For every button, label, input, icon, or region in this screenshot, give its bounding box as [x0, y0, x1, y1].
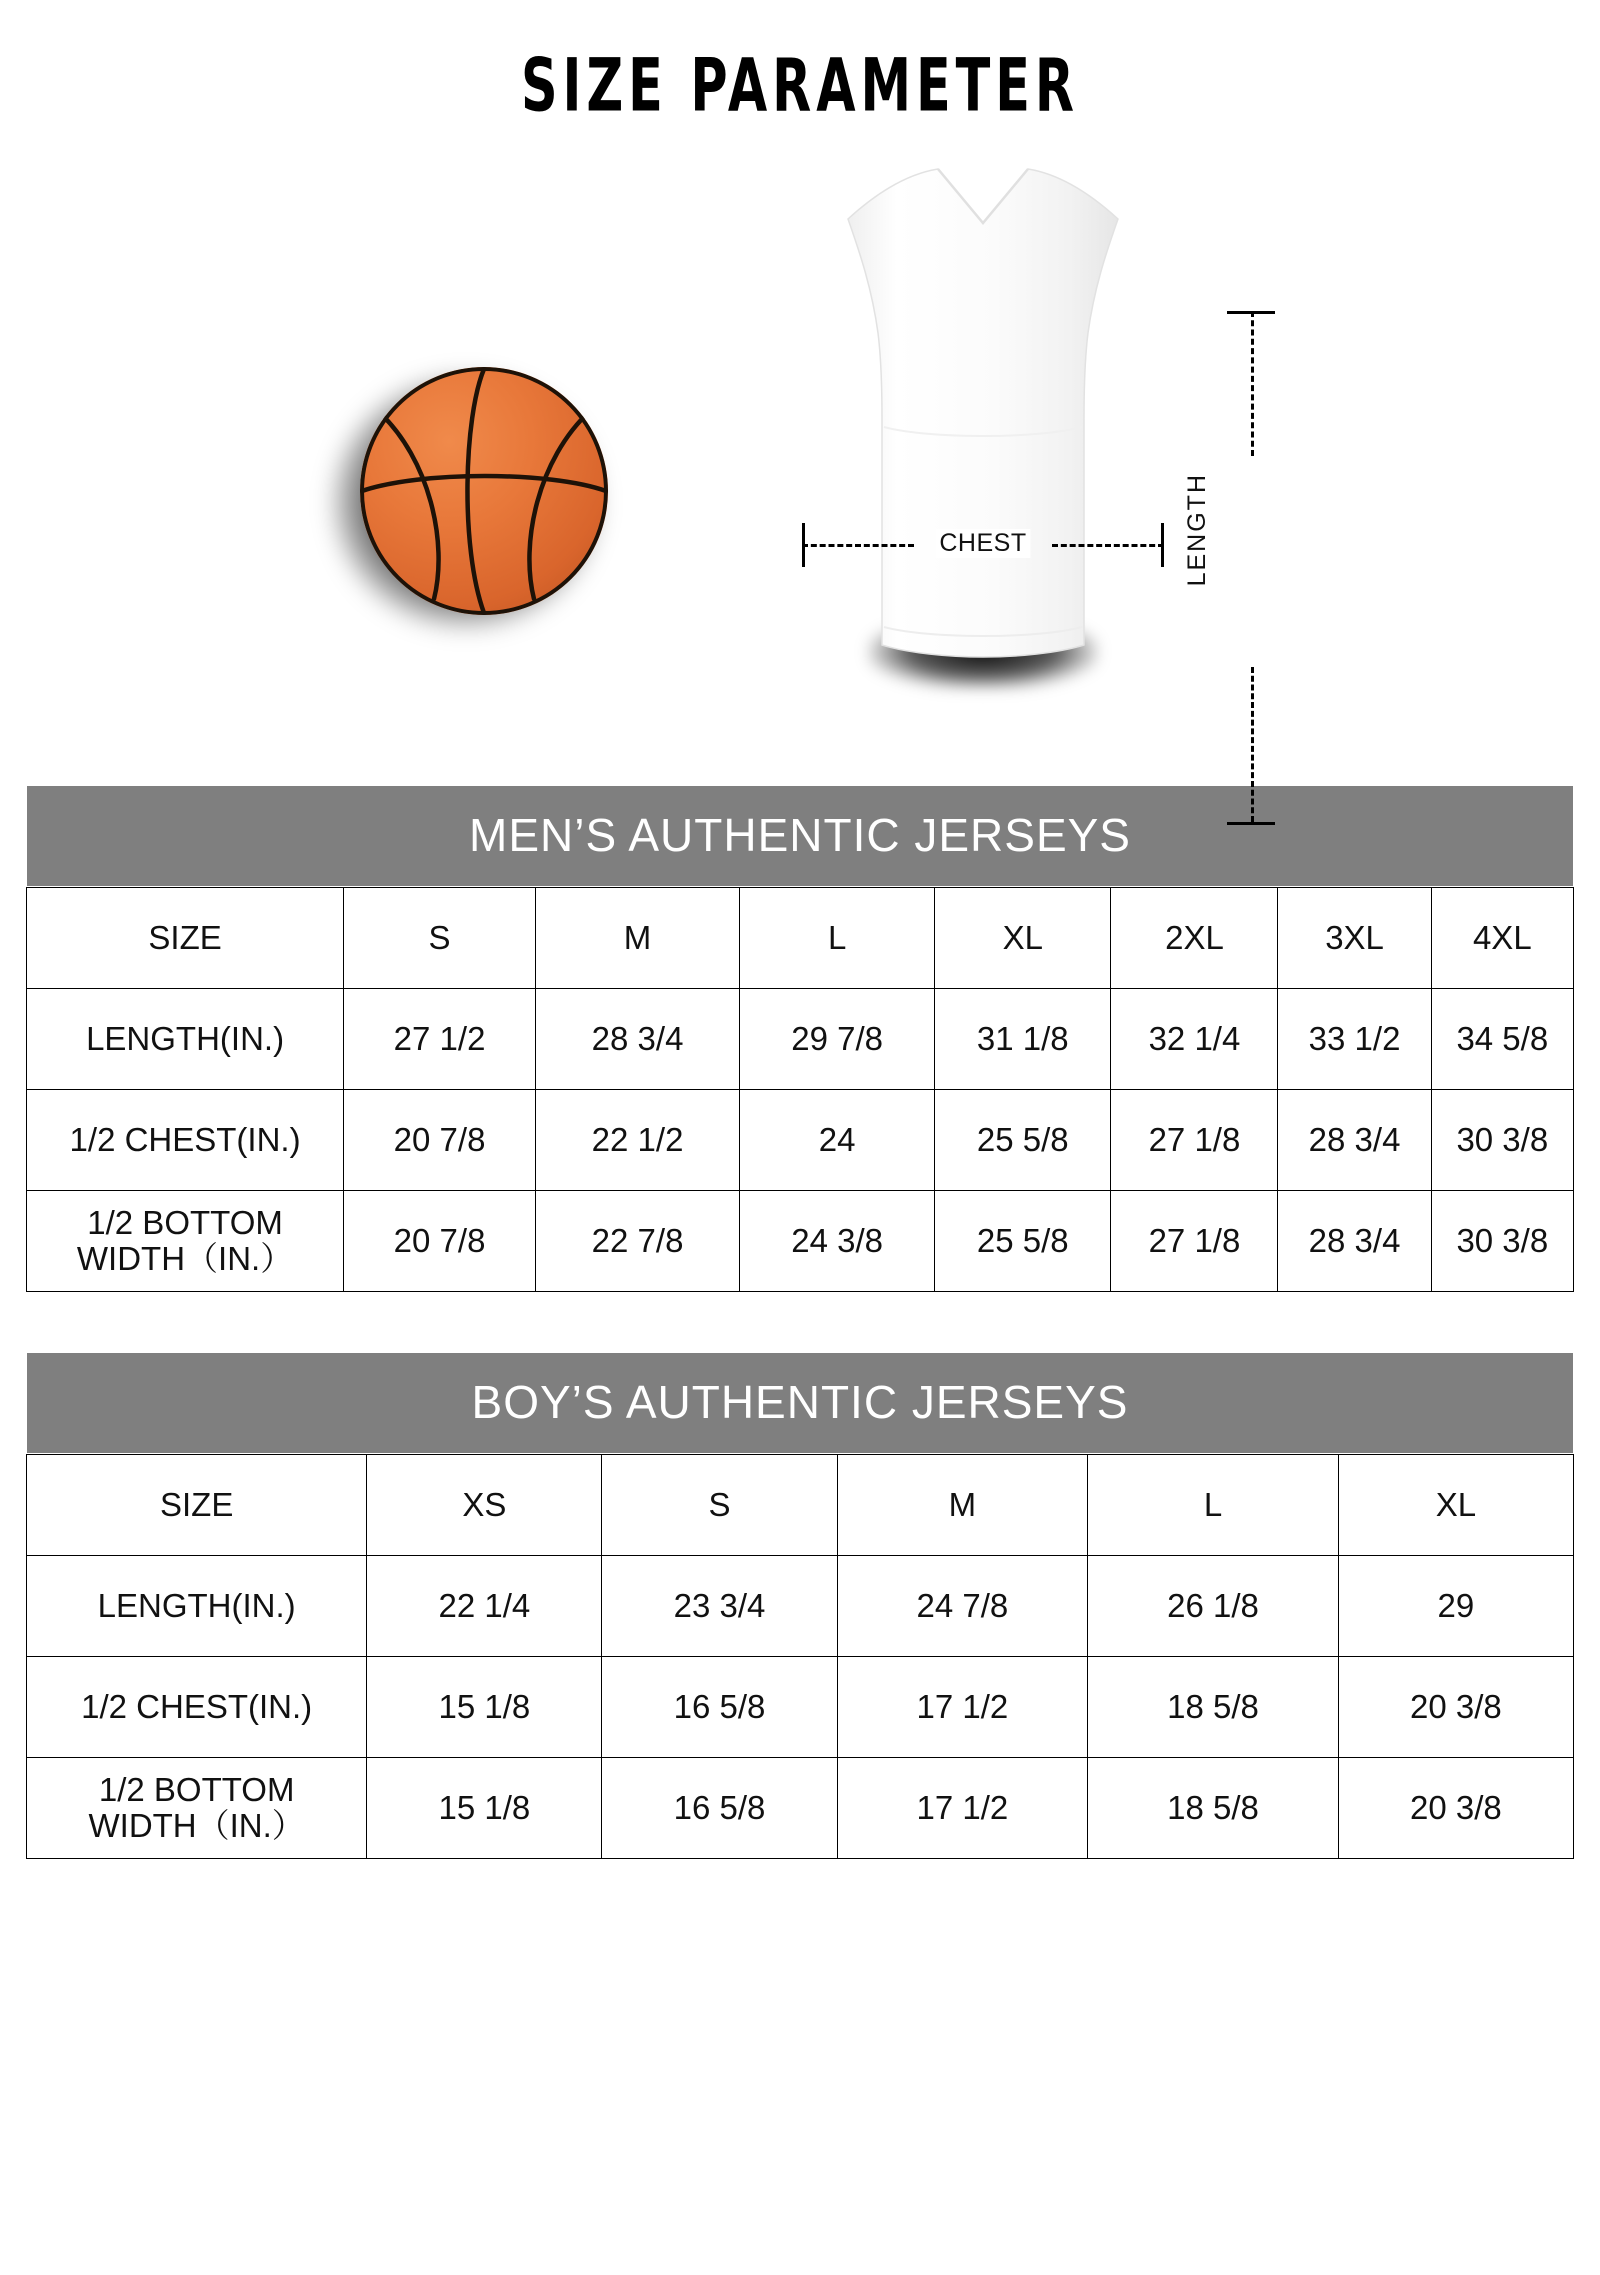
chest-dimension-label: CHEST: [935, 529, 1030, 558]
table-row: [27, 1455, 1574, 1556]
cell-bottom-xl: 20 3/8: [1338, 1758, 1573, 1859]
table-row: [27, 888, 1574, 989]
cell-bottom-l: 18 5/8: [1088, 1758, 1339, 1859]
column-header-xs: XS: [367, 1455, 602, 1556]
page-title: SIZE PARAMETER: [520, 42, 1080, 129]
row-label-line1: 1/2 BOTTOM: [98, 1771, 295, 1809]
row-label-half-bottom-width: [27, 1191, 344, 1292]
cell-chest-3xl: 28 3/4: [1278, 1090, 1431, 1191]
column-header-m: M: [535, 888, 739, 989]
cell-chest-2xl: 27 1/8: [1111, 1090, 1278, 1191]
row-label-length: LENGTH(IN.): [27, 989, 344, 1090]
length-dimension: [1183, 287, 1331, 847]
cell-bottom-m: 22 7/8: [535, 1191, 739, 1292]
column-header-2xl: 2XL: [1111, 888, 1278, 989]
table-row: [27, 989, 1574, 1090]
cell-length-xs: 22 1/4: [367, 1556, 602, 1657]
column-header-xl: XL: [935, 888, 1111, 989]
cell-length-s: 27 1/2: [344, 989, 536, 1090]
row-label-length: LENGTH(IN.): [27, 1556, 367, 1657]
jersey-illustration: [788, 157, 1178, 717]
chest-dimension-line-right: [1052, 544, 1164, 547]
boys-size-table: [26, 1454, 1574, 1859]
jersey-icon: [788, 157, 1178, 677]
table-row: [27, 1556, 1574, 1657]
length-cap-bottom: [1227, 822, 1275, 825]
table-row: [27, 1758, 1574, 1859]
cell-length-m: 24 7/8: [837, 1556, 1088, 1657]
cell-length-s: 23 3/4: [602, 1556, 837, 1657]
cell-length-4xl: 34 5/8: [1431, 989, 1573, 1090]
length-dimension-line-top: [1251, 311, 1254, 456]
cell-length-2xl: 32 1/4: [1111, 989, 1278, 1090]
cell-chest-4xl: 30 3/8: [1431, 1090, 1573, 1191]
row-label-half-bottom-width: [27, 1758, 367, 1859]
row-label-line1: 1/2 BOTTOM: [87, 1204, 283, 1242]
cell-bottom-xs: 15 1/8: [367, 1758, 602, 1859]
row-label-line2: WIDTH（IN.）: [88, 1807, 305, 1844]
column-header-3xl: 3XL: [1278, 888, 1431, 989]
illustration-area: [26, 137, 1574, 777]
column-header-size: SIZE: [27, 1455, 367, 1556]
column-header-4xl: 4XL: [1431, 888, 1573, 989]
row-label-line2: WIDTH（IN.）: [76, 1240, 294, 1277]
cell-chest-xl: 25 5/8: [935, 1090, 1111, 1191]
cell-chest-s: 20 7/8: [344, 1090, 536, 1191]
cell-length-xl: 31 1/8: [935, 989, 1111, 1090]
cell-bottom-2xl: 27 1/8: [1111, 1191, 1278, 1292]
column-header-l: L: [740, 888, 935, 989]
size-chart-page: [0, 42, 1600, 2275]
cell-bottom-m: 17 1/2: [837, 1758, 1088, 1859]
cell-bottom-3xl: 28 3/4: [1278, 1191, 1431, 1292]
cell-length-xl: 29: [1338, 1556, 1573, 1657]
column-header-xl: XL: [1338, 1455, 1573, 1556]
table-row: [27, 1657, 1574, 1758]
cell-chest-m: 17 1/2: [837, 1657, 1088, 1758]
basketball-illustration: [326, 355, 616, 645]
chest-tick-right: [1161, 523, 1164, 567]
column-header-s: S: [602, 1455, 837, 1556]
column-header-m: M: [837, 1455, 1088, 1556]
cell-chest-l: 18 5/8: [1088, 1657, 1339, 1758]
mens-jerseys-table-block: [26, 785, 1574, 1292]
table-row: [27, 1090, 1574, 1191]
cell-length-l: 26 1/8: [1088, 1556, 1339, 1657]
column-header-s: S: [344, 888, 536, 989]
table-gap: [26, 1292, 1574, 1344]
cell-length-m: 28 3/4: [535, 989, 739, 1090]
cell-length-l: 29 7/8: [740, 989, 935, 1090]
chest-dimension-line-left: [802, 544, 914, 547]
cell-bottom-xl: 25 5/8: [935, 1191, 1111, 1292]
row-label-half-chest: 1/2 CHEST(IN.): [27, 1657, 367, 1758]
row-label-half-chest: 1/2 CHEST(IN.): [27, 1090, 344, 1191]
boys-table-heading: BOY’S AUTHENTIC JERSEYS: [26, 1352, 1574, 1454]
cell-length-3xl: 33 1/2: [1278, 989, 1431, 1090]
cell-bottom-l: 24 3/8: [740, 1191, 935, 1292]
mens-table-heading: MEN’S AUTHENTIC JERSEYS: [26, 785, 1574, 887]
cell-chest-xl: 20 3/8: [1338, 1657, 1573, 1758]
cell-chest-xs: 15 1/8: [367, 1657, 602, 1758]
length-dimension-label: LENGTH: [1183, 473, 1211, 587]
cell-chest-m: 22 1/2: [535, 1090, 739, 1191]
column-header-size: SIZE: [27, 888, 344, 989]
mens-size-table: [26, 887, 1574, 1292]
cell-bottom-4xl: 30 3/8: [1431, 1191, 1573, 1292]
boys-jerseys-table-block: [26, 1352, 1574, 1859]
cell-bottom-s: 16 5/8: [602, 1758, 837, 1859]
length-dimension-line-bottom: [1251, 667, 1254, 822]
cell-bottom-s: 20 7/8: [344, 1191, 536, 1292]
basketball-icon: [360, 367, 608, 615]
cell-chest-l: 24: [740, 1090, 935, 1191]
cell-chest-s: 16 5/8: [602, 1657, 837, 1758]
table-row: [27, 1191, 1574, 1292]
column-header-l: L: [1088, 1455, 1339, 1556]
